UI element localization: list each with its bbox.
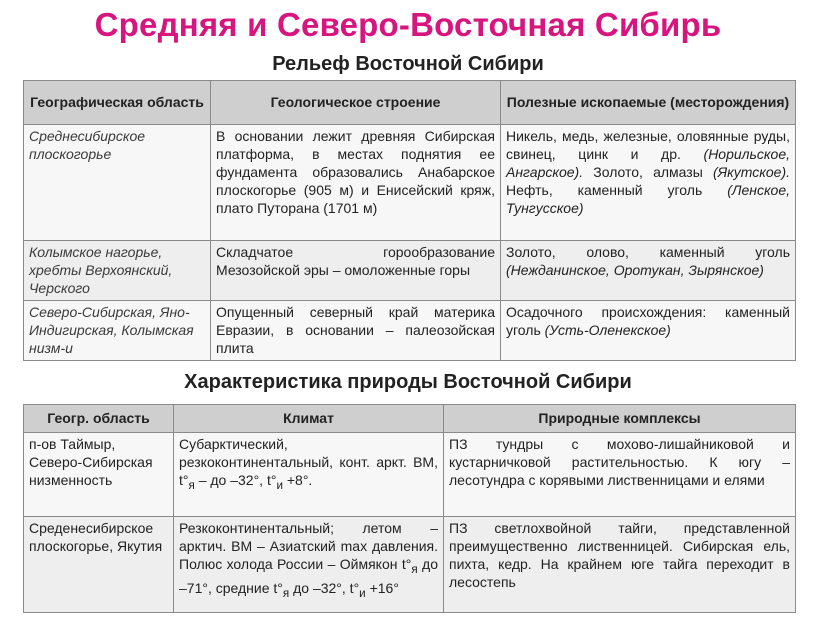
relief-heading: Рельеф Восточной Сибири	[272, 53, 544, 75]
table-row	[24, 517, 796, 613]
table-row	[24, 125, 796, 241]
temp-subscript: я	[188, 478, 195, 492]
geology-cell: В основании лежит древняя Сибирская платформа, в местах поднятия ее фундамента образовались Анабарское плоскогорье (905 м) и Енисейский кряж, плато Путорана (1701 м)	[211, 125, 501, 241]
complex-cell: ПЗ светлохвойной тайги, представленной преимущественно лиственницей. Сибирская ель, пихта, кедр. На крайнем юге тайга переходит в лесостепь	[444, 517, 796, 613]
relief-table	[23, 80, 796, 361]
table-row	[24, 433, 796, 517]
geology-cell: Опущенный северный край материка Евразии, в основании – палеозойская плита	[211, 301, 501, 361]
climate-text: до –71°, средние t°	[179, 556, 438, 596]
climate-text: Резкоконтинентальный; летом – арктич. ВМ – Азиатский max давления. Полюс холода России – Оймякон t°	[179, 520, 438, 572]
deposits-text: (Норильское, Ангарское).	[506, 146, 790, 180]
minerals-text: Золото, алмазы	[593, 164, 703, 180]
region-cell: Среденесибирское плоскогорье, Якутия	[24, 517, 174, 613]
minerals-text: Осадочного происхождения: каменный уголь	[506, 304, 790, 338]
region-cell: п-ов Таймыр, Северо-Сибирская низменность	[24, 433, 174, 517]
deposits-text: (Усть-Оленекское)	[544, 322, 671, 338]
geology-cell: Складчатое горообразование Мезозойской эры – омоложенные горы	[211, 241, 501, 301]
minerals-cell	[501, 241, 796, 301]
region-cell: Колымское нагорье, хребты Верхоянский, Черского	[24, 241, 211, 301]
temp-subscript: и	[276, 478, 283, 492]
table-row	[24, 301, 796, 361]
minerals-cell	[501, 301, 796, 361]
region-cell: Северо-Сибирская, Яно-Индигирская, Колымская низм-и	[24, 301, 211, 361]
climate-text: – до –32°, t°	[194, 472, 277, 488]
temp-subscript: и	[359, 586, 366, 600]
climate-cell	[174, 517, 444, 613]
climate-text: до –32°, t°	[289, 579, 360, 596]
nature-heading: Характеристика природы Восточной Сибири	[184, 371, 632, 393]
deposits-text: (Нежданинское, Оротукан, Зырянское)	[506, 262, 764, 278]
climate-text: +8°.	[282, 472, 313, 488]
deposits-text: (Якутское).	[712, 164, 790, 180]
minerals-text: Золото, олово, каменный уголь	[506, 244, 790, 260]
header-region: Геогр. область	[24, 405, 174, 433]
header-complexes: Природные комплексы	[444, 405, 796, 433]
header-climate: Климат	[174, 405, 444, 433]
table-row	[24, 241, 796, 301]
climate-cell	[174, 433, 444, 517]
header-region: Географическая область	[24, 81, 211, 125]
climate-text: +16°	[365, 579, 399, 596]
page-title: Средняя и Северо-Восточная Сибирь	[94, 6, 722, 43]
minerals-text: Нефть, каменный уголь	[506, 182, 703, 198]
temp-subscript: я	[411, 562, 418, 576]
header-geology: Геологическое строение	[211, 81, 501, 125]
region-cell: Среднесибирское плоскогорье	[24, 125, 211, 241]
minerals-cell	[501, 125, 796, 241]
minerals-text: Никель, медь, железные, оловянные руды, свинец, цинк и др.	[506, 128, 790, 162]
deposits-text: (Ленское, Тунгусское)	[506, 182, 791, 216]
nature-table	[23, 404, 796, 613]
complex-cell: ПЗ тундры с мохово-лишайниковой и кустарничковой растительностью. К югу – лесотундра с корявыми лиственницами и елями	[444, 433, 796, 517]
climate-text: Субарктический, резкоконтинентальный, конт. аркт. ВМ, t°	[179, 436, 438, 488]
header-minerals: Полезные ископаемые (месторождения)	[501, 81, 796, 125]
temp-subscript: я	[282, 586, 290, 600]
